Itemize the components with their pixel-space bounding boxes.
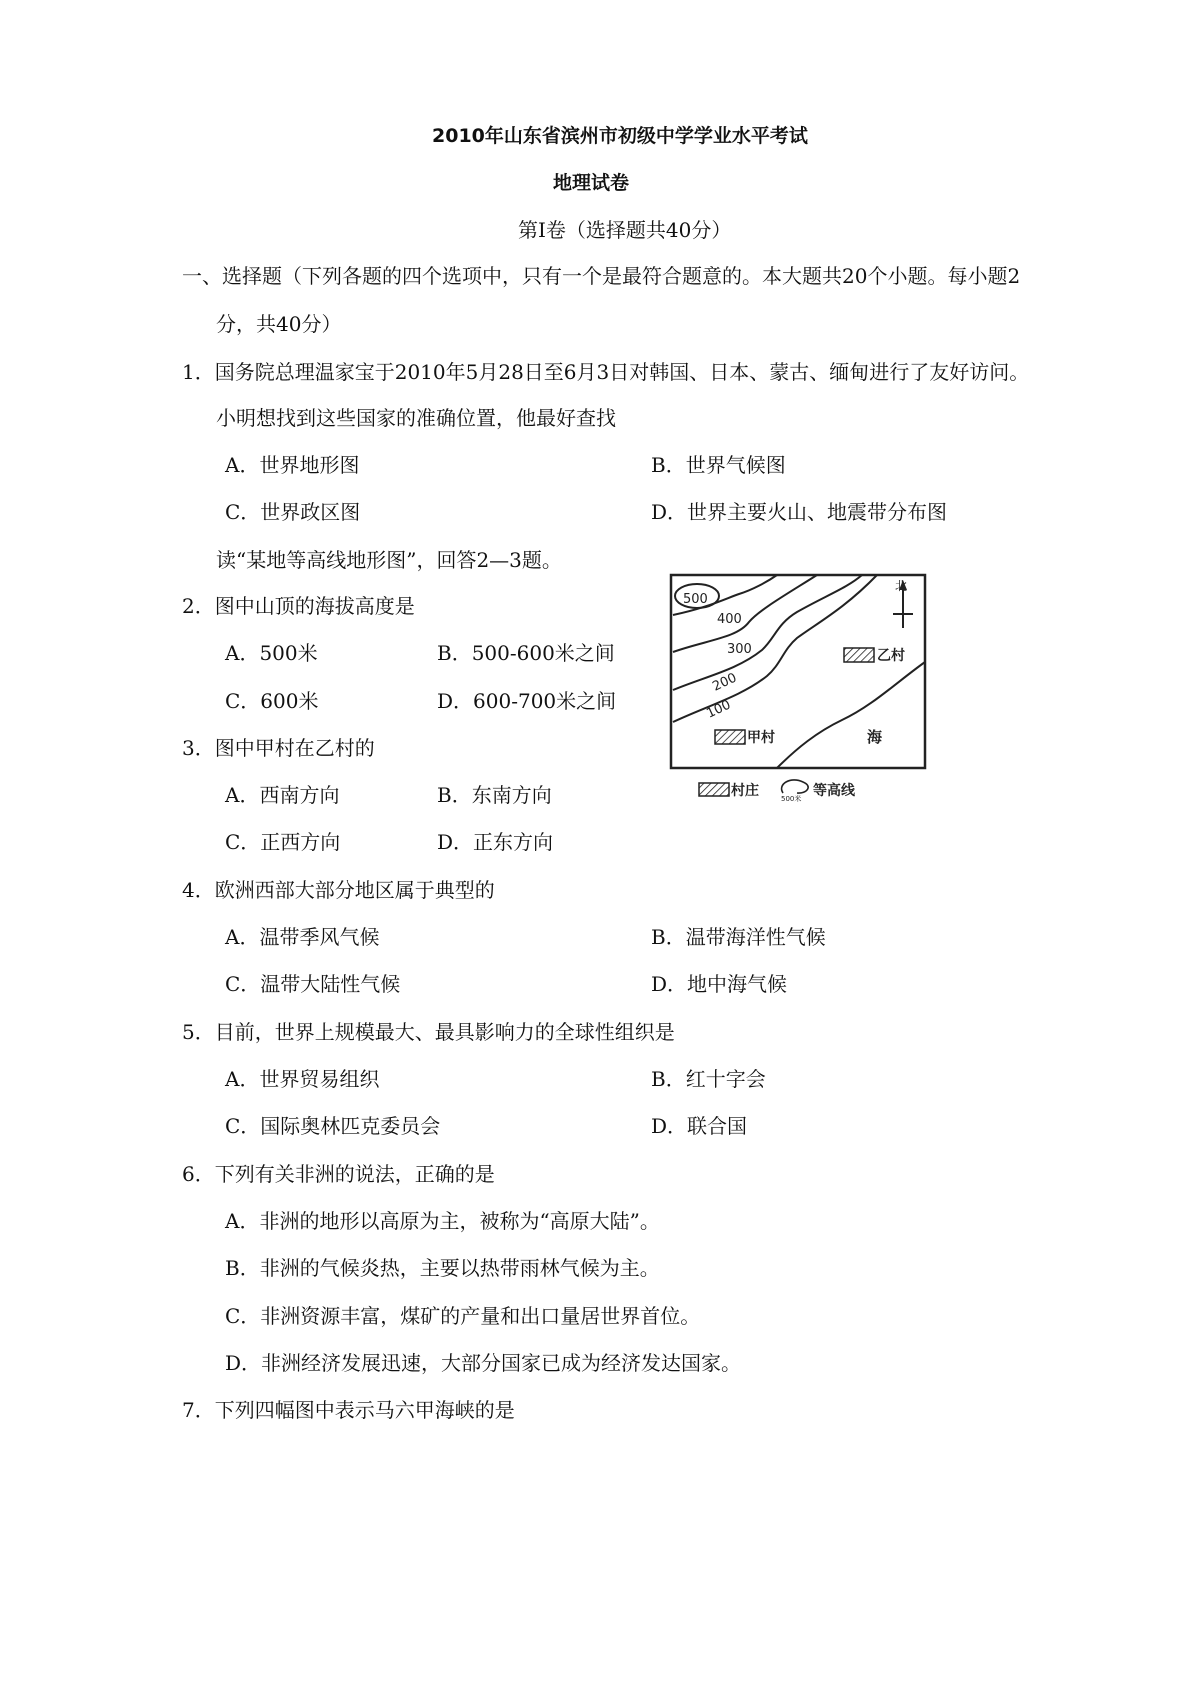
q3-stem: 3．图中甲村在乙村的 <box>182 736 375 760</box>
paper-subtitle: 地理试卷 <box>553 172 630 194</box>
q4-option-b: B．温带海洋性气候 <box>651 925 826 949</box>
q3-option-a: A．西南方向 <box>225 783 340 807</box>
q2-option-d: D．600-700米之间 <box>437 689 617 713</box>
legend-contour-label: 等高线 <box>813 783 855 799</box>
label-100: 100 <box>704 697 734 722</box>
q6-stem: 6．下列有关非洲的说法，正确的是 <box>182 1162 495 1186</box>
north-label: 北 <box>895 579 908 593</box>
q6-option-c: C．非洲资源丰富，煤矿的产量和出口量居世界首位。 <box>225 1304 701 1328</box>
q4-option-d: D．地中海气候 <box>651 972 788 996</box>
q3-option-d: D．正东方向 <box>437 830 554 854</box>
q6-option-b: B．非洲的气候炎热，主要以热带雨林气候为主。 <box>225 1256 660 1280</box>
q1-stem-line-2: 小明想找到这些国家的准确位置，他最好查找 <box>216 406 616 430</box>
legend-village-symbol <box>699 783 729 796</box>
legend-contour-icon <box>782 780 809 793</box>
label-500: 500 <box>683 592 708 607</box>
map-frame <box>671 575 925 768</box>
legend-village-label: 村庄 <box>731 783 759 799</box>
q4-stem: 4．欧洲西部大部分地区属于典型的 <box>182 878 495 902</box>
village-jia-symbol <box>715 730 745 744</box>
label-400: 400 <box>717 612 742 627</box>
instructions-line-2: 分，共40分） <box>216 312 342 336</box>
q3-option-b: B．东南方向 <box>437 783 552 807</box>
q2-option-c: C．600米 <box>225 689 319 713</box>
instructions-line-1: 一、选择题（下列各题的四个选项中，只有一个是最符合题意的。本大题共20个小题。每小题2 <box>182 264 1021 288</box>
q5-option-b: B．红十字会 <box>651 1067 766 1091</box>
q2-option-a: A．500米 <box>225 641 318 665</box>
q1-stem-line-1: 1．国务院总理温家宝于2010年5月28日至6月3日对韩国、日本、蒙古、缅甸进行了友好访问。 <box>182 360 1030 384</box>
sea-label: 海 <box>867 728 883 746</box>
contour-map <box>667 572 930 808</box>
q5-option-a: A．世界贸易组织 <box>225 1067 380 1091</box>
q2-stem: 2．图中山顶的海拔高度是 <box>182 594 415 618</box>
q1-option-c: C．世界政区图 <box>225 500 361 524</box>
exam-title: 2010年山东省滨州市初级中学学业水平考试 <box>432 125 808 147</box>
q3-option-c: C．正西方向 <box>225 830 341 854</box>
q2-option-b: B．500-600米之间 <box>437 641 615 665</box>
village-yi-symbol <box>844 648 874 662</box>
legend-contour-sample: 500米 <box>781 795 802 803</box>
q1-option-d: D．世界主要火山、地震带分布图 <box>651 500 948 524</box>
q4-option-a: A．温带季风气候 <box>225 925 380 949</box>
q1-option-a: A．世界地形图 <box>225 453 360 477</box>
map-read-note: 读“某地等高线地形图”，回答2—3题。 <box>216 548 562 572</box>
q5-option-d: D．联合国 <box>651 1114 748 1138</box>
q6-option-d: D．非洲经济发展迅速，大部分国家已成为经济发达国家。 <box>225 1351 742 1375</box>
q6-option-a: A．非洲的地形以高原为主，被称为“高原大陆”。 <box>225 1209 660 1233</box>
q1-option-b: B．世界气候图 <box>651 453 786 477</box>
village-jia-label: 甲村 <box>747 730 775 746</box>
q5-option-c: C．国际奥林匹克委员会 <box>225 1114 441 1138</box>
label-300: 300 <box>727 642 752 657</box>
village-yi-label: 乙村 <box>877 648 905 664</box>
q5-stem: 5．目前，世界上规模最大、最具影响力的全球性组织是 <box>182 1020 675 1044</box>
label-200: 200 <box>710 670 740 695</box>
q4-option-c: C．温带大陆性气候 <box>225 972 401 996</box>
q7-stem: 7．下列四幅图中表示马六甲海峡的是 <box>182 1398 515 1422</box>
section-heading: 第Ⅰ卷（选择题共40分） <box>518 218 732 242</box>
